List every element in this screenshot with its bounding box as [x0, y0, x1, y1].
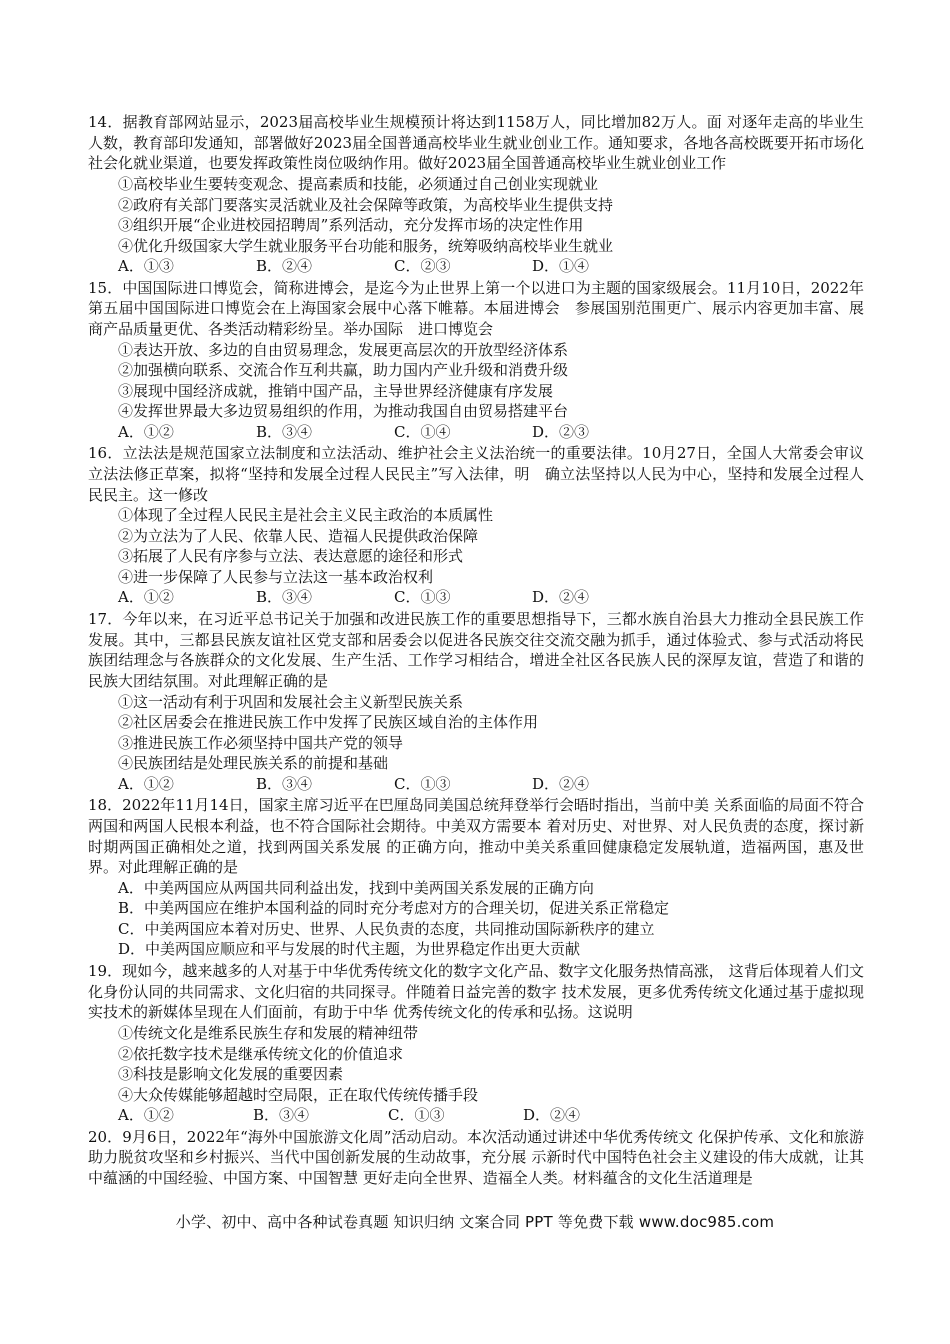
question-18	[88, 795, 864, 960]
statement-option: ③推进民族工作必须坚持中国共产党的领导	[118, 733, 404, 752]
choice-a: A．①②	[118, 1106, 174, 1125]
question-14	[88, 112, 864, 277]
statement-option: ①高校毕业生要转变观念、提高素质和技能，必须通过自己创业实现就业	[118, 175, 599, 194]
answer-choices	[88, 256, 864, 277]
answer-choices	[88, 587, 864, 608]
question-stem: 19．现如今，越来越多的人对基于中华优秀传统文化的数字文化产品、数字文化服务热情高涨， 这背后体现着人们文化身份认同的共同需求、文化归宿的共同探寻。伴随着日益完善的数字 技术发展，更多优秀传统文化通过基于虚拟现实技术的新媒体呈现在人们面前，有助于中华 优秀传统文化的传承和弘扬。这说明	[88, 961, 864, 1022]
question-stem: 20．9月6日，2022年“海外中国旅游文化周”活动启动。本次活动通过讲述中华优秀传统文 化保护传承、文化和旅游助力脱贫攻坚和乡村振兴、当代中国创新发展的生动故事，充分展 示新时代中国特色社会主义建设的伟大成就，让其中蕴涵的中国经验、中国方案、中国智慧 更好走向全世界、造福全人类。材料蕴含的文化生活道理是	[88, 1127, 864, 1187]
choice-d: D．②④	[523, 1106, 581, 1125]
answer-option: C．中美两国应本着对历史、世界、人民负责的态度，共同推动国际新秩序的建立	[118, 919, 655, 938]
answer-option: D．中美两国应顺应和平与发展的时代主题，为世界稳定作出更大贡献	[118, 940, 581, 959]
choice-c: C．①④	[394, 422, 451, 441]
statement-option: ④民族团结是处理民族关系的前提和基础	[118, 754, 389, 773]
choice-a: A．①②	[118, 774, 174, 793]
statement-option: ③科技是影响文化发展的重要因素	[118, 1065, 344, 1084]
choice-a: A．①②	[118, 588, 174, 607]
statement-option: ②为立法为了人民、依靠人民、造福人民提供政治保障	[118, 526, 479, 545]
choice-d: D．①④	[532, 257, 590, 276]
statement-option: ①表达开放、多边的自由贸易理念，发展更高层次的开放型经济体系	[118, 340, 569, 359]
statement-option: ②依托数字技术是继承传统文化的价值追求	[118, 1044, 404, 1063]
statement-option: ③展现中国经济成就，推销中国产品，主导世界经济健康有序发展	[118, 381, 554, 400]
statement-option: ④进一步保障了人民参与立法这一基本政治权利	[118, 567, 434, 586]
answer-choices	[88, 1105, 864, 1126]
answer-choices	[88, 422, 864, 443]
question-stem: 16．立法法是规范国家立法制度和立法活动、维护社会主义法治统一的重要法律。10月27日，全国人大常委会审议立法法修正草案，拟将“坚持和发展全过程人民民主”写入法律，明 确立法坚持以人民为中心，坚持和发展全过程人民民主。这一修改	[88, 444, 864, 504]
statement-option: ②社区居委会在推进民族工作中发挥了民族区域自治的主体作用	[118, 713, 539, 732]
choice-c: C．①③	[388, 1106, 445, 1125]
question-19	[88, 961, 864, 1126]
question-list	[88, 112, 864, 1190]
question-15	[88, 278, 864, 443]
choice-c: C．②③	[394, 257, 451, 276]
statement-option: ④大众传媒能够超越时空局限，正在取代传统传播手段	[118, 1085, 479, 1104]
statement-option: ④发挥世界最大多边贸易组织的作用，为推动我国自由贸易搭建平台	[118, 402, 569, 421]
question-stem: 17．今年以来，在习近平总书记关于加强和改进民族工作的重要思想指导下，三都水族自治县大力推动全县民族工作发展。其中，三都县民族友谊社区党支部和居委会以促进各民族交往交流交融为抓手，通过体验式、参与式活动将民族团结理念与各族群众的文化发展、生产生活、工作学习相结合，增进全社区各民族人民的深厚友谊，营造了和谐的民族大团结氛围。对此理解正确的是	[88, 609, 864, 690]
page-footer: 小学、初中、高中各种试卷真题 知识归纳 文案合同 PPT 等免费下载 www.doc985.com	[175, 1213, 775, 1231]
answer-choices	[88, 774, 864, 795]
question-20	[88, 1127, 864, 1189]
choice-d: D．②④	[532, 774, 590, 793]
statement-option: ③拓展了人民有序参与立法、表达意愿的途径和形式	[118, 547, 464, 566]
choice-a: A．①②	[118, 422, 174, 441]
choice-a: A．①③	[118, 257, 174, 276]
question-17	[88, 609, 864, 794]
answer-option: A．中美两国应从两国共同利益出发，找到中美两国关系发展的正确方向	[118, 878, 594, 897]
choice-b: B．②④	[256, 257, 313, 276]
answer-option: B．中美两国应在维护本国利益的同时充分考虑对方的合理关切，促进关系正常稳定	[118, 899, 670, 918]
statement-option: ①传统文化是维系民族生存和发展的精神纽带	[118, 1024, 419, 1043]
statement-option: ③组织开展“企业进校园招聘周”系列活动，充分发挥市场的决定性作用	[118, 216, 584, 235]
choice-b: B．③④	[253, 1106, 310, 1125]
question-stem: 14．据教育部网站显示，2023届高校毕业生规模预计将达到1158万人，同比增加82万人。面 对逐年走高的毕业生人数，教育部印发通知，部署做好2023届全国普通高校毕业生就业创业工作。通知要求，各地各高校既要开拓市场化社会化就业渠道，也要发挥政策性岗位吸纳作用。做好2023届全国普通高校毕业生就业创业工作	[88, 113, 864, 173]
statement-option: ①这一活动有利于巩固和发展社会主义新型民族关系	[118, 692, 464, 711]
statement-option: ②加强横向联系、交流合作互利共赢，助力国内产业升级和消费升级	[118, 361, 569, 380]
choice-d: D．②③	[532, 422, 590, 441]
choice-b: B．③④	[256, 588, 313, 607]
choice-b: B．③④	[256, 422, 313, 441]
choice-d: D．②④	[532, 588, 590, 607]
statement-option: ②政府有关部门要落实灵活就业及社会保障等政策，为高校毕业生提供支持	[118, 195, 614, 214]
choice-c: C．①③	[394, 588, 451, 607]
statement-option: ④优化升级国家大学生就业服务平台功能和服务，统筹吸纳高校毕业生就业	[118, 236, 614, 255]
question-16	[88, 443, 864, 608]
question-stem: 15．中国国际进口博览会，简称进博会，是迄今为止世界上第一个以进口为主题的国家级展会。11月10日，2022年第五届中国国际进口博览会在上海国家会展中心落下帷幕。本届进博会 参展国别范围更广、展示内容更加丰富、展商产品质量更优、各类活动精彩纷呈。举办国际 进口博览会	[88, 278, 864, 339]
choice-b: B．③④	[256, 774, 313, 793]
choice-c: C．①③	[394, 774, 451, 793]
statement-option: ①体现了全过程人民民主是社会主义民主政治的本质属性	[118, 506, 494, 525]
question-stem: 18．2022年11月14日，国家主席习近平在巴厘岛同美国总统拜登举行会晤时指出，当前中美 关系面临的局面不符合两国和两国人民根本利益，也不符合国际社会期待。中美双方需要本 着对历史、对世界、对人民负责的态度，探讨新时期两国正确相处之道，找到两国关系发展 的正确方向，推动中美关系重回健康稳定发展轨道，造福两国，惠及世界。对此理解正确的是	[88, 796, 864, 877]
